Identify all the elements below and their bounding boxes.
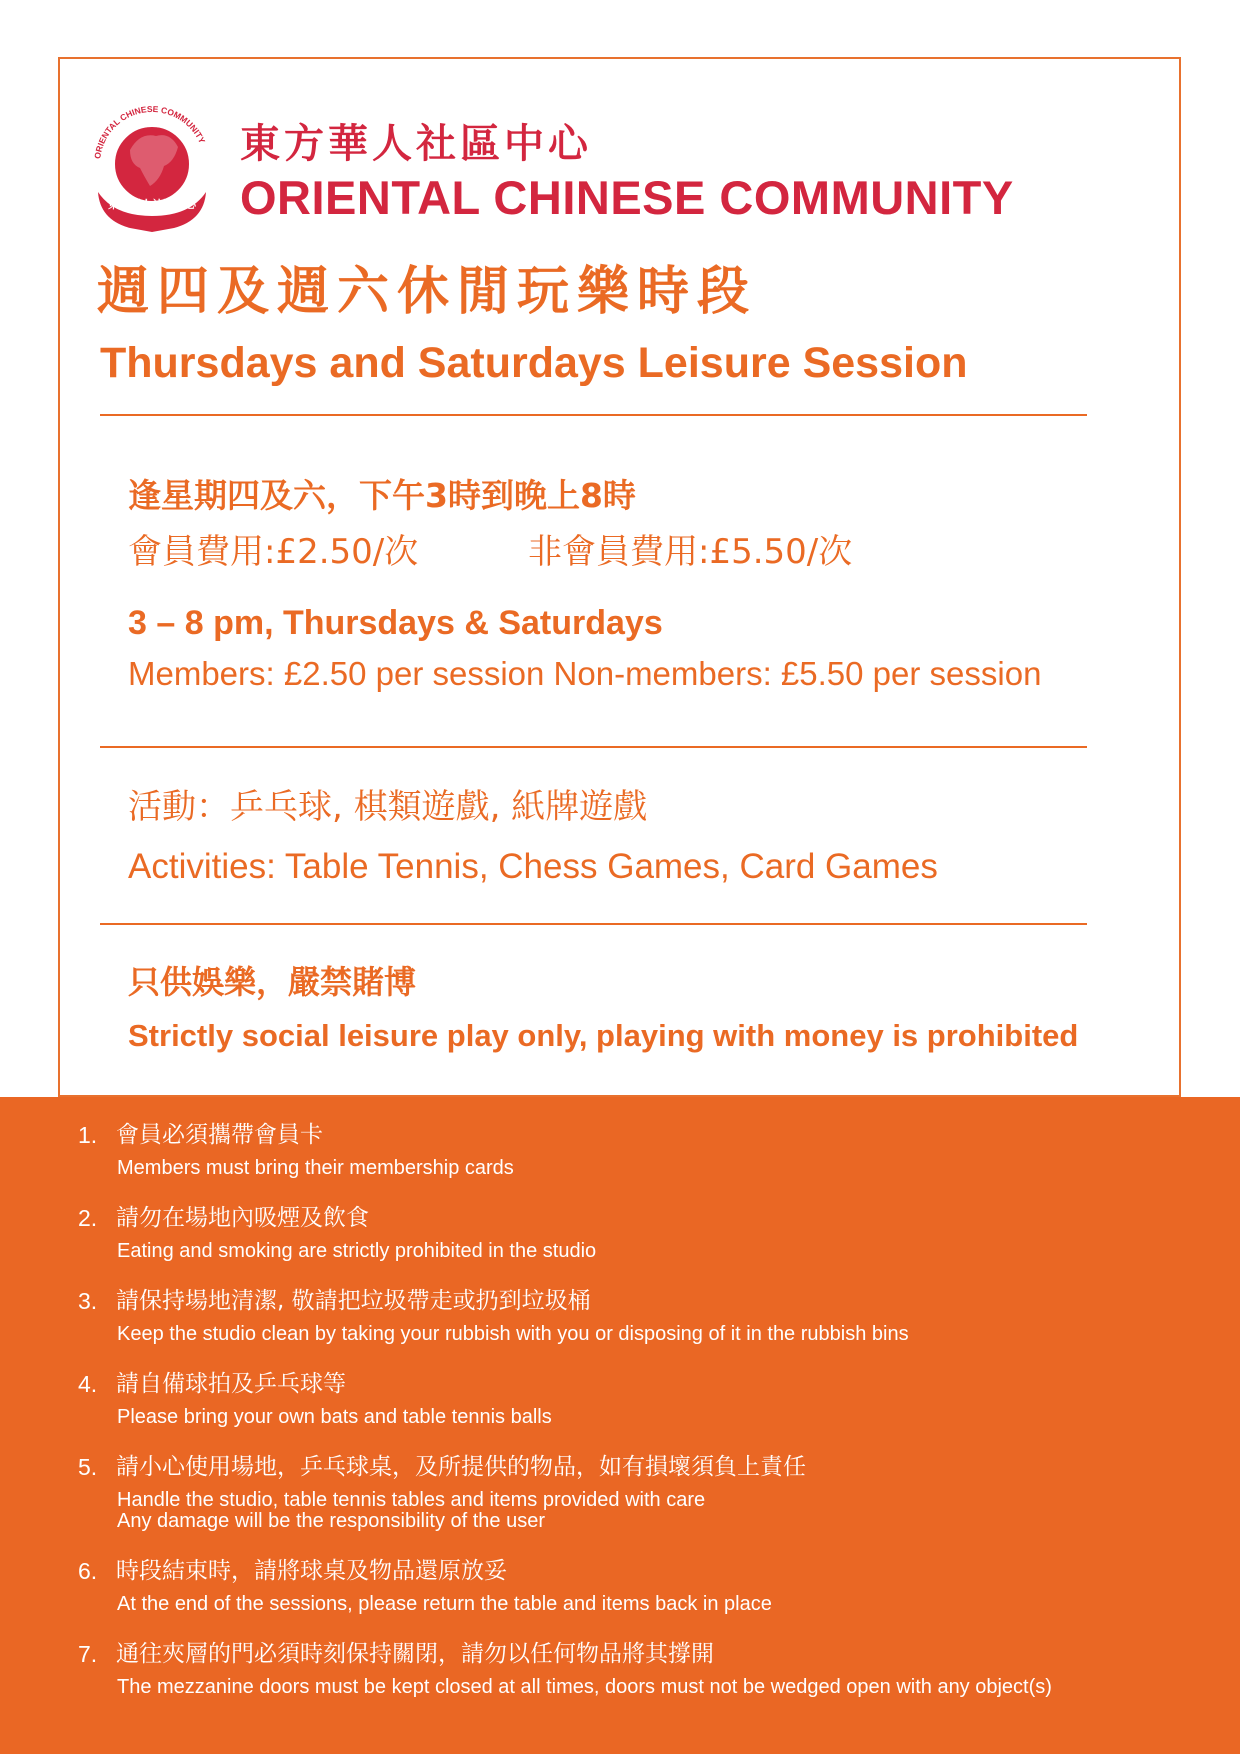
- divider: [100, 746, 1087, 748]
- rule-text-en: Eating and smoking are strictly prohibited in the studio: [117, 1240, 597, 1262]
- rule-number: 2.: [78, 1205, 98, 1231]
- logo-chars: 東方華人社區中心: [108, 198, 196, 211]
- rule-number: 1.: [78, 1122, 98, 1148]
- rule-text-en: Please bring your own bats and table tennis balls: [117, 1406, 552, 1428]
- divider: [100, 923, 1087, 925]
- logo-ring-text: ORIENTAL CHINESE COMMUNITY: [92, 103, 208, 160]
- rule-number: 4.: [78, 1371, 98, 1397]
- rule-text-en: Keep the studio clean by taking your rubbish with you or disposing of it in the rubbish bins: [117, 1323, 909, 1345]
- page-title-en: Thursdays and Saturdays Leisure Session: [100, 339, 968, 387]
- rule-text-zh: 請小心使用場地，乒乓球桌，及所提供的物品，如有損壞須負上責任: [116, 1454, 806, 1480]
- rule-text-en: Handle the studio, table tennis tables and items provided with care: [117, 1489, 706, 1511]
- rule-number: 6.: [78, 1558, 98, 1584]
- community-logo: [90, 92, 214, 236]
- activities-zh: 活動：乒乓球, 棋類遊戲, 紙牌遊戲: [128, 787, 648, 827]
- rule-text-zh: 會員必須攜帶會員卡: [116, 1122, 323, 1148]
- rule-text-en: Members must bring their membership cards: [117, 1157, 514, 1179]
- member-fee-zh: 會員費用:£2.50/次: [128, 532, 419, 572]
- rule-text-zh: 請勿在場地內吸煙及飲食: [116, 1205, 369, 1231]
- notice-en: Strictly social leisure play only, playing with money is prohibited: [128, 1018, 1079, 1053]
- page-title-zh: 週四及週六休閒玩樂時段: [97, 262, 758, 322]
- rule-number: 5.: [78, 1454, 98, 1480]
- notice-zh: 只供娛樂，嚴禁賭博: [128, 963, 417, 1001]
- rules-panel: [0, 1097, 1240, 1754]
- activities-en: Activities: Table Tennis, Chess Games, Card Games: [128, 847, 938, 886]
- rule-text-en: The mezzanine doors must be kept closed at all times, doors must not be wedged open with any object(s): [117, 1676, 1052, 1698]
- org-name-en: ORIENTAL CHINESE COMMUNITY: [240, 171, 1014, 224]
- rule-text-en-line2: Any damage will be the responsibility of the user: [117, 1510, 546, 1532]
- rule-text-zh: 通往夾層的門必須時刻保持關閉，請勿以任何物品將其撐開: [116, 1641, 714, 1667]
- schedule-time-en: 3 – 8 pm, Thursdays & Saturdays: [128, 604, 663, 642]
- org-name-zh: 東方華人社區中心: [240, 121, 592, 167]
- nonmember-fee-zh: 非會員費用:£5.50/次: [528, 532, 853, 572]
- rule-number: 3.: [78, 1288, 98, 1314]
- rule-text-en: At the end of the sessions, please return the table and items back in place: [117, 1593, 772, 1615]
- rule-text-zh: 請自備球拍及乒乓球等: [116, 1371, 346, 1397]
- fees-en: Members: £2.50 per session Non-members: £5.50 per session: [128, 655, 1042, 692]
- schedule-time-zh: 逢星期四及六，下午3時到晚上8時: [128, 476, 636, 515]
- rule-number: 7.: [78, 1641, 98, 1667]
- rule-text-zh: 時段結束時，請將球桌及物品還原放妥: [116, 1558, 507, 1584]
- rule-text-zh: 請保持場地清潔, 敬請把垃圾帶走或扔到垃圾桶: [116, 1288, 591, 1314]
- divider: [100, 414, 1087, 416]
